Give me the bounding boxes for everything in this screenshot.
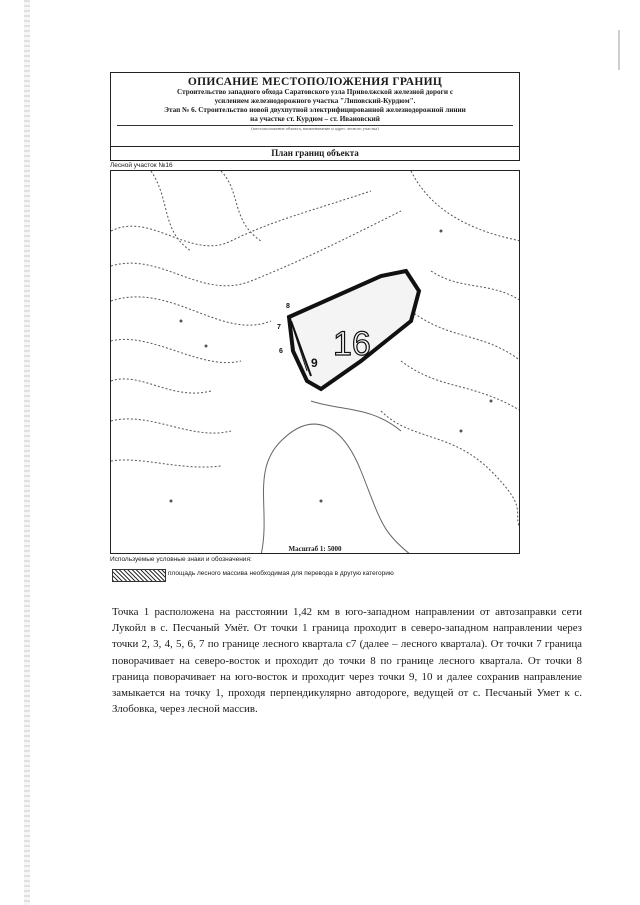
contour-line (381, 411, 520, 531)
contour-line (411, 171, 520, 241)
contour-line (111, 379, 211, 393)
header-line-4: на участке ст. Курдюм – ст. Ивановский (250, 115, 380, 123)
document-header (110, 72, 520, 147)
contour-line (111, 191, 371, 246)
boundary-description-paragraph: Точка 1 расположена на расстоянии 1,42 км в юго-западном направлении от автозаправки сети Лукойл в с. Песчаный Умёт. От точки 1 граница проходит в северо-западном направлении через точки 2, 3, 4, 5, 6, 7 по границе лесного квартала с7 (далее – лесного квартала). От точки 7 граница поворачивает на северо-восток и проходит до точки 8 по границе лесного квартала. От точки 8 граница поворачивает на юго-восток и проходит через точки 9, 10 и далее сохранив направление замыкается на точку 1, проходя перпендикулярно автодороге, ведущей от с. Песчаный Умет к с. Злобовка, через лесной массив. (112, 606, 582, 716)
header-line-3: Этап № 6. Строительство новой двухпутной электрифицированной железнодорожной линии (164, 106, 466, 114)
legend-item-label: площадь лесного массива необходимая для перевода в другую категорию (168, 570, 394, 577)
map-drawing (111, 171, 520, 554)
map-dot (460, 430, 463, 433)
parcel-number: 16 (333, 325, 371, 363)
contour-line (431, 271, 520, 301)
road-line (311, 401, 401, 431)
map-dot (170, 500, 173, 503)
contour-line (111, 460, 221, 467)
map-dot (440, 230, 443, 233)
point-label-7: 7 (277, 324, 281, 331)
document-title: ОПИСАНИЕ МЕСТОПОЛОЖЕНИЯ ГРАНИЦ (187, 76, 443, 88)
point-label-8: 8 (286, 303, 290, 310)
contour-line (111, 297, 271, 325)
scan-edge-left (24, 0, 30, 905)
header-caption: (местоположение объекта, наименование и адрес лесного участка) (117, 125, 513, 132)
legend-item (110, 569, 520, 581)
map-dot (490, 400, 493, 403)
legend-title: Используемые условные знаки и обозначения: (110, 556, 252, 563)
boundary-map (110, 170, 520, 554)
contour-line (221, 171, 261, 241)
map-dot (205, 345, 208, 348)
point-label-6: 6 (279, 348, 283, 355)
contour-line (111, 419, 231, 433)
map-dot (180, 320, 183, 323)
contour-line (111, 211, 401, 286)
header-line-2: усилением железнодорожного участка "Липовский-Курдюм". (214, 97, 416, 105)
plot-label: Лесной участок №16 (110, 162, 173, 169)
point-label-9: 9 (311, 356, 318, 370)
contour-line (411, 311, 520, 361)
legend-hatch-swatch (112, 569, 166, 582)
scan-edge-right (618, 30, 620, 70)
plan-title: План границ объекта (110, 147, 520, 161)
header-line-1: Строительство западного обхода Саратовского узла Приволжской железной дороги с (176, 88, 454, 96)
contour-line (111, 339, 241, 362)
map-dot (320, 500, 323, 503)
map-scale: Масштаб 1: 5000 (288, 545, 342, 553)
road-line (261, 424, 411, 554)
boundary-plan-figure (110, 72, 520, 577)
contour-line (151, 171, 191, 251)
contour-line (401, 361, 520, 411)
